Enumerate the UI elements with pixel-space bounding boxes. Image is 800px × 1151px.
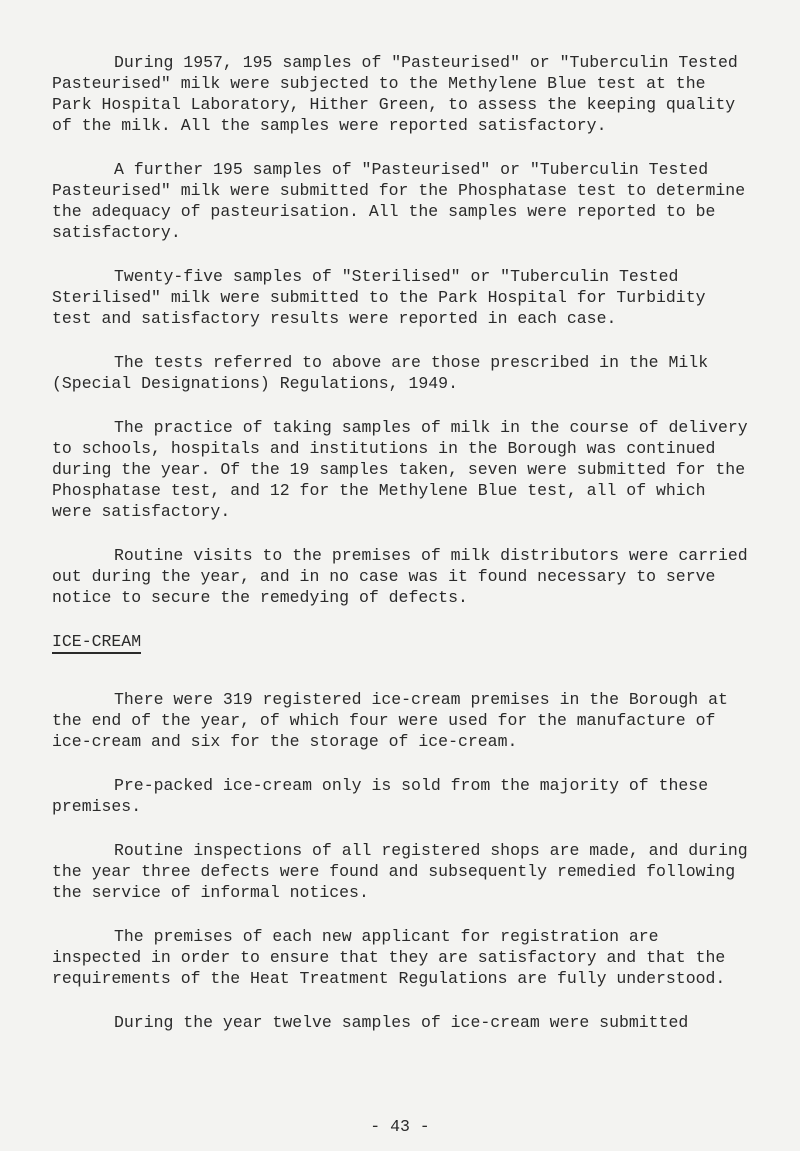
paragraph-milk-sterilised: Twenty-five samples of "Sterilised" or "Tuberculin Tested Sterilised" milk were submitted to the Park Hospital for Turbidity test and satisfactory results were reported in each case. (52, 267, 706, 328)
document-page (52, 52, 752, 1056)
paragraph-ice-cream-inspections: Routine inspections of all registered shops are made, and during the year three defects were found and subsequently remedied following the service of informal notices. (52, 841, 748, 902)
section-heading-ice-cream: ICE-CREAM (52, 633, 141, 654)
paragraph-milk-routine-visits: Routine visits to the premises of milk distributors were carried out during the year, and in no case was it found necessary to serve notice to secure the remedying of defects. (52, 546, 748, 607)
paragraph-ice-cream-premises: There were 319 registered ice-cream premises in the Borough at the end of the year, of which four were used for the manufacture of ice-cream and six for the storage of ice-cream. (52, 690, 728, 751)
paragraph-ice-cream-prepacked: Pre-packed ice-cream only is sold from the majority of these premises. (52, 776, 709, 816)
paragraph-ice-cream-samples: During the year twelve samples of ice-cream were submitted (114, 1013, 689, 1032)
page-number: - 43 - (370, 1117, 430, 1136)
paragraph-milk-phosphatase: A further 195 samples of "Pasteurised" or "Tuberculin Tested Pasteurised" milk were submitted for the Phosphatase test to determine the adequacy of pasteurisation. All the samples were reported to be satisfactory. (52, 160, 746, 242)
paragraph-milk-schools-sampling: The practice of taking samples of milk in the course of delivery to schools, hospitals and institutions in the Borough was continued during the year. Of the 19 samples taken, seven were submitted for the Phosphatase test, and 12 for the Methylene Blue test, all of which were satisfactory. (52, 418, 748, 521)
section-heading-wrap (52, 631, 752, 677)
paragraph-milk-methylene-blue: During 1957, 195 samples of "Pasteurised" or "Tuberculin Tested Pasteurised" milk were subjected to the Methylene Blue test at the Park Hospital Laboratory, Hither Green, to assess the keeping quality of the milk. All the samples were reported satisfactory. (52, 53, 738, 135)
paragraph-ice-cream-new-applicants: The premises of each new applicant for registration are inspected in order to ensure that they are satisfactory and that the requirements of the Heat Treatment Regulations are fully understood. (52, 927, 726, 988)
paragraph-milk-regulations: The tests referred to above are those prescribed in the Milk (Special Designations) Regulations, 1949. (52, 353, 709, 393)
